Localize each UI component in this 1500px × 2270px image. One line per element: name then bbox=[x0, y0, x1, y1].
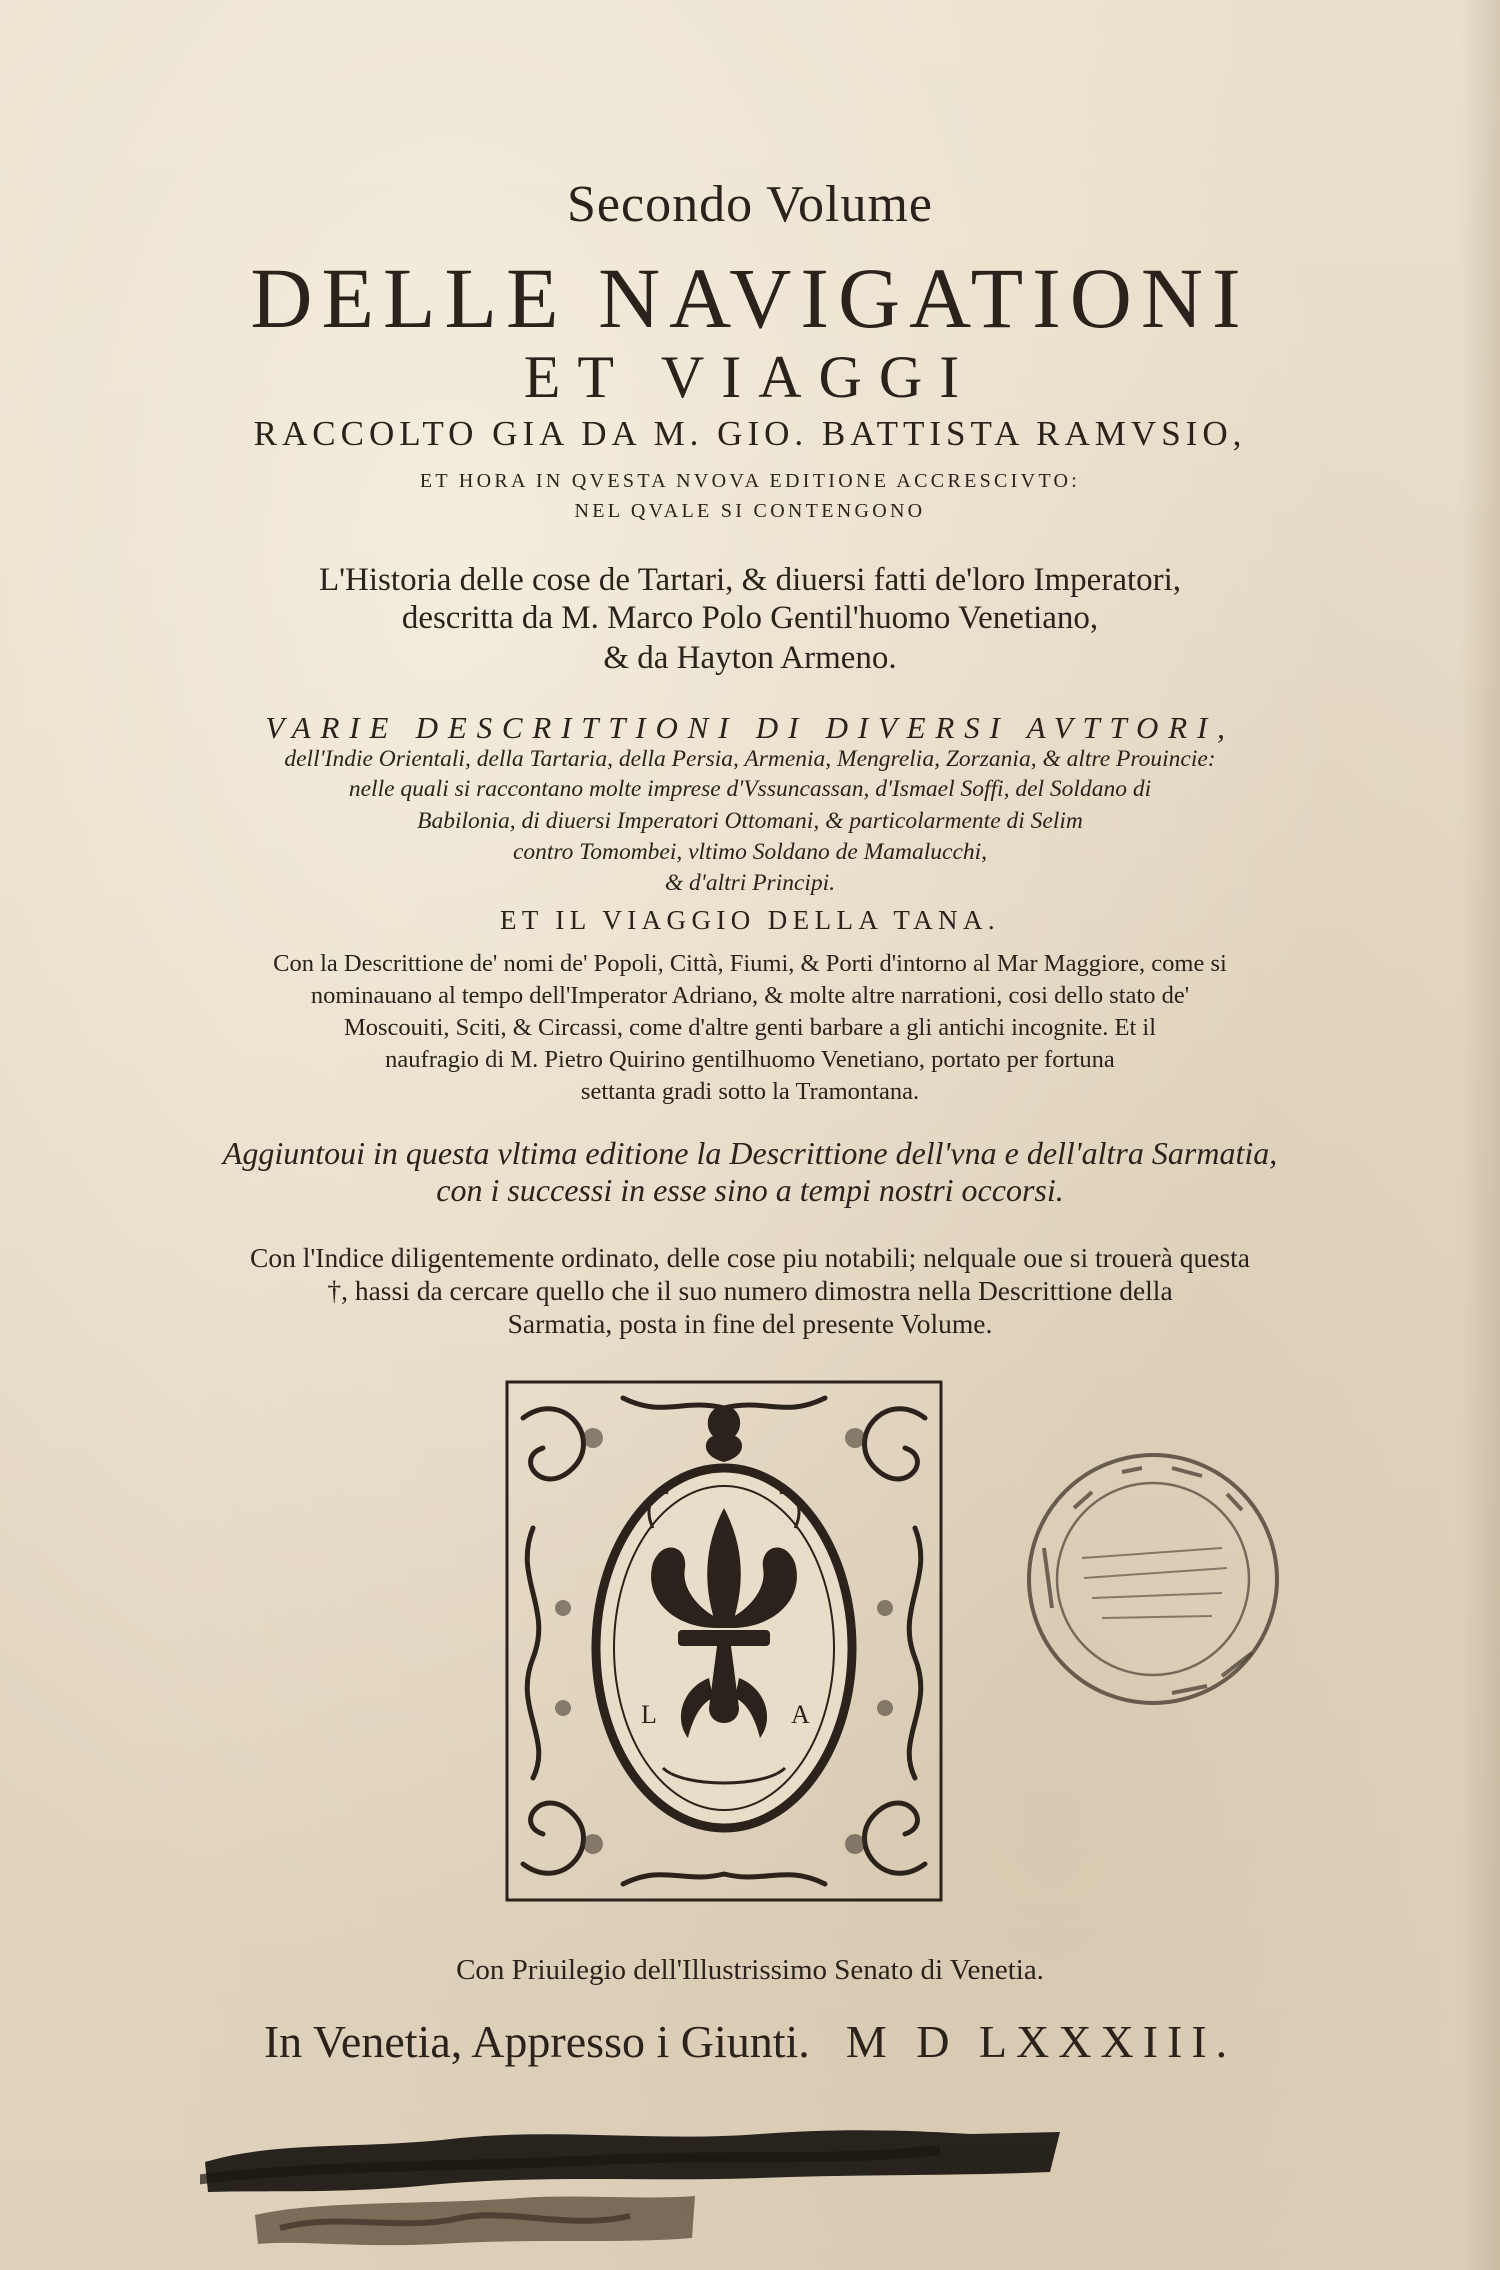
indice-line: Con l'Indice diligentemente ordinato, delle cose piu notabili; nelquale oue si trouerà questa bbox=[249, 1242, 1250, 1273]
varie-line: contro Tomombei, vltimo Soldano de Mamalucchi, bbox=[512, 839, 988, 865]
aggiuntoui-line: Aggiuntoui in questa vltima editione la Descrittione dell'vna e dell'altra Sarmatia, bbox=[222, 1135, 1278, 1171]
main-title: DELLE NAVIGATIONI bbox=[250, 250, 1250, 346]
title-et-viaggi: ET VIAGGI bbox=[523, 344, 977, 410]
stamp-text bbox=[0, 0, 1, 1]
subtitle-secondo-volume: Secondo Volume bbox=[567, 176, 933, 233]
imprint-year: M D LXXXIII. bbox=[845, 2016, 1237, 2067]
tana-heading: ET IL VIAGGIO DELLA TANA. bbox=[499, 905, 1001, 935]
imprint-place: In Venetia, Appresso i Giunti. bbox=[263, 2016, 810, 2067]
compiler-line: RACCOLTO GIA DA M. GIO. BATTISTA RAMVSIO, bbox=[253, 414, 1247, 453]
emblem-letter-a: A bbox=[791, 1700, 810, 1729]
privilege-line: Con Priuilegio dell'Illustrissimo Senato di Venetia. bbox=[456, 1954, 1044, 1986]
edition-line: ET HORA IN QVESTA NVOVA EDITIONE ACCRESCIVTO: bbox=[419, 470, 1081, 492]
historia-line: & da Hayton Armeno. bbox=[603, 640, 897, 676]
historia-line: L'Historia delle cose de Tartari, & diuersi fatti de'loro Imperatori, bbox=[318, 562, 1182, 598]
contents-intro-line: NEL QVALE SI CONTENGONO bbox=[574, 500, 926, 522]
library-stamp-icon bbox=[1022, 1448, 1284, 1710]
tana-line: settanta gradi sotto la Tramontana. bbox=[580, 1078, 920, 1105]
varie-line: Babilonia, di diuersi Imperatori Ottomani, & particolarmente di Selim bbox=[417, 808, 1083, 834]
varie-line: & d'altri Principi. bbox=[664, 870, 836, 896]
indice-line: Sarmatia, posta in fine del presente Volume. bbox=[507, 1308, 993, 1339]
ink-strikethrough-icon bbox=[200, 2120, 1080, 2250]
indice-line: †, hassi da cercare quello che il suo numero dimostra nella Descrittione della bbox=[327, 1275, 1173, 1306]
printer-device-icon bbox=[503, 1378, 945, 1904]
imprint-line bbox=[0, 2015, 1500, 2068]
tana-line: Moscouiti, Sciti, & Circassi, come d'altre genti barbare a gli antichi incognite. Et il bbox=[343, 1014, 1157, 1041]
aggiuntoui-line: con i successi in esse sino a tempi nostri occorsi. bbox=[436, 1172, 1064, 1208]
emblem-letter-l: L bbox=[641, 1700, 657, 1729]
tana-line: naufragio di M. Pietro Quirino gentilhuomo Venetiano, portato per fortuna bbox=[385, 1046, 1115, 1073]
varie-heading: VARIE DESCRITTIONI DI DIVERSI AVTTORI, bbox=[265, 710, 1235, 745]
tana-line: nominauano al tempo dell'Imperator Adriano, & molte altre narrationi, cosi dello stato de' bbox=[310, 982, 1190, 1009]
varie-line: nelle quali si raccontano molte imprese d'Vssuncassan, d'Ismael Soffi, del Soldano di bbox=[348, 776, 1152, 802]
historia-line: descritta da M. Marco Polo Gentil'huomo Venetiano, bbox=[401, 600, 1099, 636]
varie-line: dell'Indie Orientali, della Tartaria, della Persia, Armenia, Mengrelia, Zorzania, & altre Prouincie: bbox=[284, 746, 1216, 772]
tana-line: Con la Descrittione de' nomi de' Popoli, Città, Fiumi, & Porti d'intorno al Mar Maggiore, come si bbox=[273, 950, 1227, 977]
